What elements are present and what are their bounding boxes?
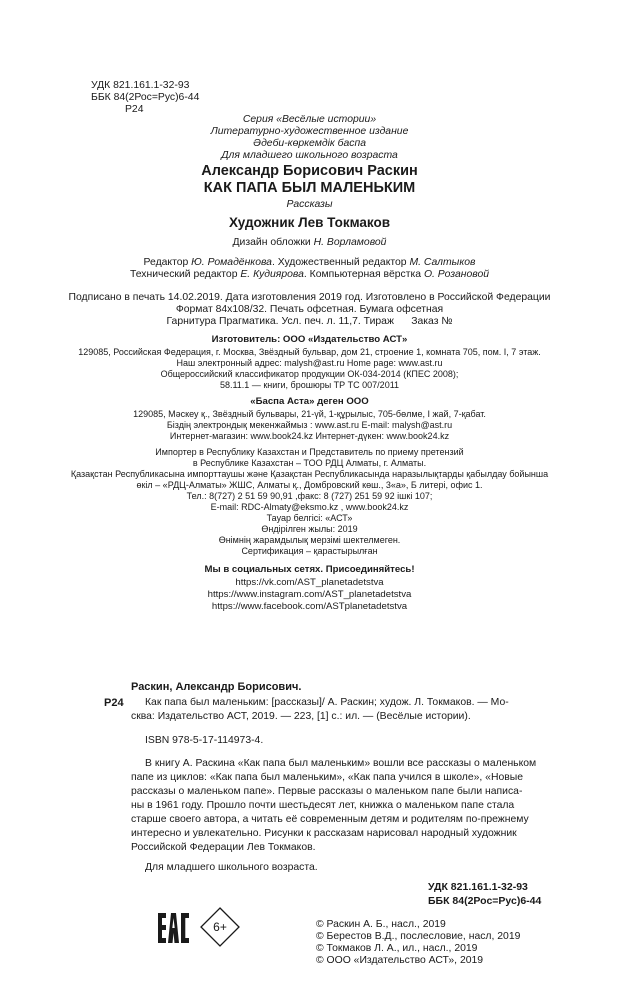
udk-code-bottom: УДК 821.161.1-32-93 bbox=[428, 881, 528, 893]
kz-line: Біздің электрондық мекенжаймыз : www.ast.ru E-mail: malysh@ast.ru bbox=[166, 420, 453, 430]
social-link-facebook[interactable]: https://www.facebook.com/ASTplanetadetstva bbox=[211, 601, 408, 612]
bib-author: Раскин, Александр Борисович. bbox=[131, 681, 302, 693]
kz-header: «Баспа Аста» деген ООО bbox=[250, 396, 369, 407]
print-info-line: Подписано в печать 14.02.2019. Дата изготовления 2019 год. Изготовлено в Российской Федерации bbox=[68, 292, 551, 303]
udk-code-top: УДК 821.161.1-32-93 bbox=[91, 80, 190, 91]
credit-name: О. Розановой bbox=[423, 269, 490, 280]
importer-line: Қазақстан Республикасына импорттаушы және Қазақстан Республикасында наразылықтарды қабылдау бойынша bbox=[70, 469, 549, 479]
manufacturer-line: 129085, Российская Федерация, г. Москва, Звёздный бульвар, дом 21, строение 1, комната 705, пом. I, 7 этаж. bbox=[78, 347, 541, 357]
author-mark-top: Р24 bbox=[125, 104, 144, 115]
importer-line: Импортер в Республику Казахстан и Представитель по приему претензий bbox=[155, 447, 464, 457]
bib-line: сква: Издательство АСТ, 2019. — 223, [1] с.: ил. — (Весёлые истории). bbox=[131, 711, 471, 722]
edition-type: Литературно-художественное издание bbox=[210, 126, 409, 137]
importer-line: өкіл – «РДЦ-Алматы» ЖШС, Алматы қ., Домбровский көш., 3«а», Б литері, офис 1. bbox=[136, 480, 483, 490]
copyright-line: © Берестов В.Д., послесловие, насл, 2019 bbox=[316, 931, 521, 942]
annotation-line: ны в 1961 году. Прошло почти шестьдесят лет, книжка о маленьком папе стала bbox=[131, 800, 515, 811]
eac-conformity-mark bbox=[156, 911, 190, 945]
manufacturer-header: Изготовитель: ООО «Издательство АСТ» bbox=[211, 334, 408, 345]
book-subtitle: Рассказы bbox=[286, 199, 333, 210]
importer-line: Өнімнің жарамдылық мерзімі шектелмеген. bbox=[218, 535, 401, 545]
manufacturer-line: Наш электронный адрес: malysh@ast.ru Home page: www.ast.ru bbox=[176, 358, 443, 368]
kz-line: 129085, Мәскеу қ., Звёздный бульвары, 21-үй, 1-құрылыс, 705-бөлме, I жай, 7-қабат. bbox=[133, 409, 486, 419]
annotation-line: В книгу А. Раскина «Как папа был маленьким» вошли все рассказы о маленьком bbox=[145, 758, 537, 769]
annotation-line: рассказы о маленьком папе». Первые рассказы о маленьком папе были написа- bbox=[131, 786, 523, 797]
annotation-line: Российской Федерации Лев Токмаков. bbox=[131, 842, 316, 853]
social-header: Мы в социальных сетях. Присоединяйтесь! bbox=[204, 564, 415, 575]
bbk-code-top: ББК 84(2Рос=Рус)6-44 bbox=[91, 92, 200, 103]
bbk-code-bottom: ББК 84(2Рос=Рус)6-44 bbox=[428, 895, 542, 907]
annotation-line: интересно и увлекательно. Рисунки к рассказам нарисовал народный художник bbox=[131, 828, 517, 839]
annotation-line: папе из циклов: «Как папа был маленьким», «Как папа учился в школе», «Новые bbox=[131, 772, 523, 783]
illustrator-label: Художник bbox=[228, 215, 295, 230]
bib-mark: Р24 bbox=[104, 697, 124, 709]
credits-line-2 bbox=[0, 268, 619, 281]
copyright-line: © Раскин А. Б., насл., 2019 bbox=[316, 919, 446, 930]
cover-design-name: Н. Ворламовой bbox=[313, 237, 387, 248]
age-rating-text: 6+ bbox=[213, 920, 227, 934]
credit-role: Редактор bbox=[143, 257, 189, 268]
credit-name: Е. Кудиярова bbox=[240, 269, 304, 280]
age-note-top: Для младшего школьного возраста bbox=[221, 150, 398, 161]
edition-type-kz: Әдеби-көркемдік баспа bbox=[252, 138, 366, 149]
importer-line: в Республике Казахстан – ТОО РДЦ Алматы, г. Алматы. bbox=[192, 458, 427, 468]
credit-name: Ю. Ромадёнкова bbox=[191, 257, 272, 268]
credit-name: М. Салтыков bbox=[409, 257, 476, 268]
copyright-line: © ООО «Издательство АСТ», 2019 bbox=[316, 955, 484, 966]
importer-line: Сертификация – қарастырылған bbox=[241, 546, 378, 556]
credit-role: Технический редактор bbox=[129, 269, 238, 280]
isbn: ISBN 978-5-17-114973-4. bbox=[145, 735, 264, 746]
cover-design-line bbox=[0, 236, 619, 249]
copyright-line: © Токмаков Л. А., ил., насл., 2019 bbox=[316, 943, 478, 954]
print-info-line: Гарнитура Прагматика. Усл. печ. л. 11,7. Тираж Заказ № bbox=[166, 316, 453, 327]
annotation-age: Для младшего школьного возраста. bbox=[145, 862, 318, 873]
social-link-vk[interactable]: https://vk.com/AST_planetadetstva bbox=[235, 577, 384, 588]
manufacturer-line: Общероссийский классификатор продукции ОК-034-2014 (КПЕС 2008); bbox=[160, 369, 459, 379]
illustrator-name: Лев Токмаков bbox=[298, 215, 391, 230]
credit-role: . Художественный редактор bbox=[271, 257, 407, 268]
importer-line: Тауар белгісі: «АСТ» bbox=[266, 513, 353, 523]
kz-line: Интернет-магазин: www.book24.kz Интернет-дүкен: www.book24.kz bbox=[169, 431, 450, 441]
annotation-line: старше своего автора, а читать её современным детям и родителям по-прежнему bbox=[131, 814, 529, 825]
illustrator-line bbox=[0, 215, 619, 231]
social-link-instagram[interactable]: https://www.instagram.com/AST_planetadetstva bbox=[207, 589, 412, 600]
age-rating-badge bbox=[200, 907, 240, 947]
importer-line: Өндірілген жылы: 2019 bbox=[261, 524, 358, 534]
bib-line: Как папа был маленьким: [рассказы]/ А. Раскин; худож. Л. Токмаков. — Мо- bbox=[145, 697, 509, 708]
importer-line: Тел.: 8(727) 2 51 59 90,91 ,факс: 8 (727) 251 59 92 ішкі 107; bbox=[186, 491, 433, 501]
book-author: Александр Борисович Раскин bbox=[201, 163, 418, 179]
importer-line: E-mail: RDC-Almaty@eksmo.kz , www.book24.kz bbox=[210, 502, 409, 512]
series-line: Серия «Весёлые истории» bbox=[242, 114, 377, 125]
credit-role: . Компьютерная вёрстка bbox=[303, 269, 422, 280]
cover-design-label: Дизайн обложки bbox=[232, 237, 311, 248]
manufacturer-line: 58.11.1 — книги, брошюры ТР ТС 007/2011 bbox=[219, 380, 400, 390]
book-title: КАК ПАПА БЫЛ МАЛЕНЬКИМ bbox=[203, 180, 416, 196]
print-info-line: Формат 84x108/32. Печать офсетная. Бумага офсетная bbox=[175, 304, 444, 315]
